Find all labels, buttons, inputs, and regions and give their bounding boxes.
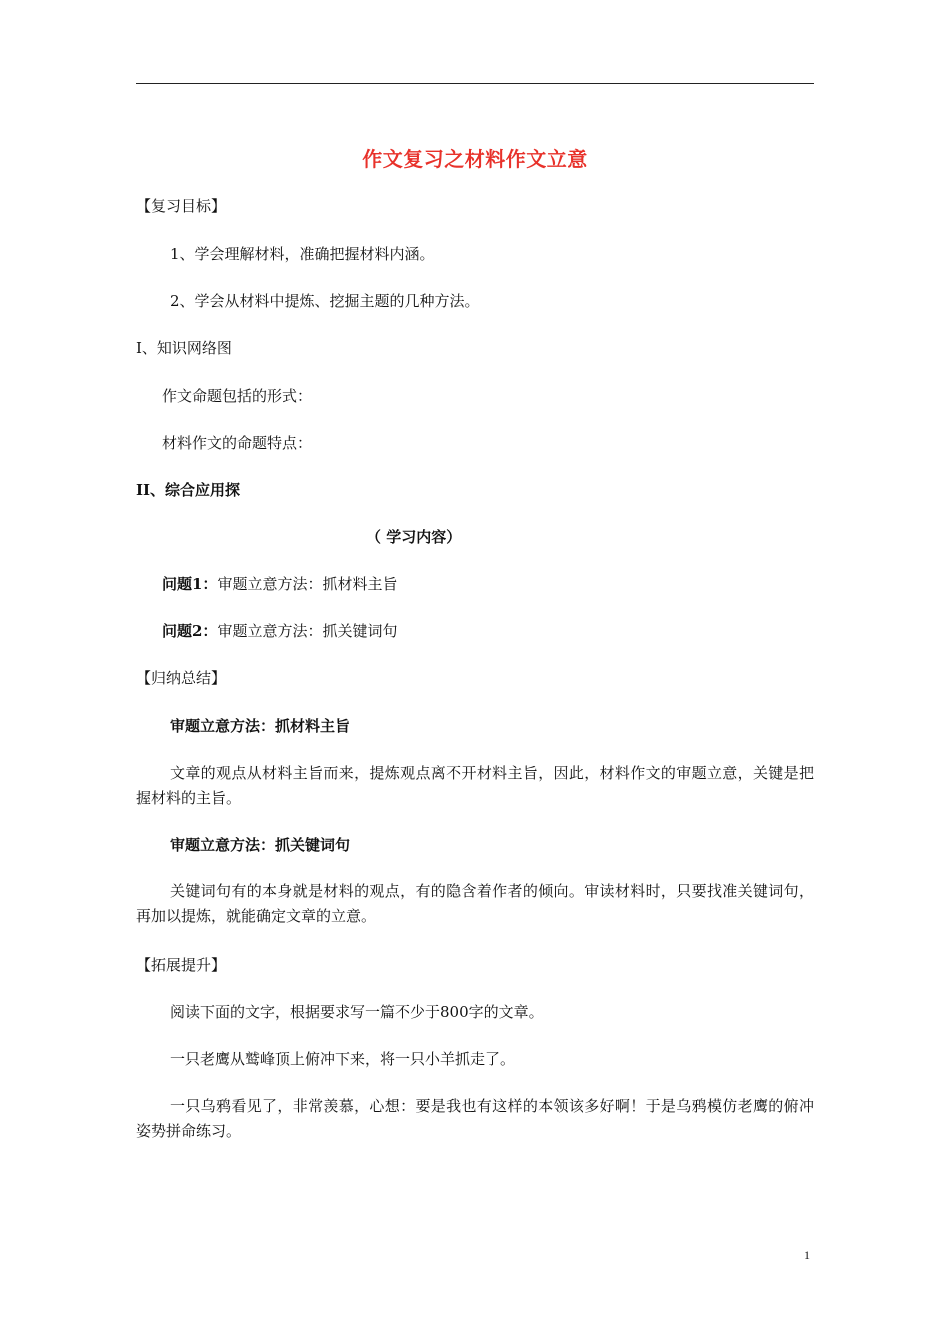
review-goal-item: 2、学会从材料中提炼、挖掘主题的几种方法。 <box>170 292 480 310</box>
section1-heading: I、知识网络图 <box>136 339 232 357</box>
extension-paragraph: 一只乌鸦看见了，非常羡慕，心想：要是我也有这样的本领该多好啊！于是乌鸦模仿老鹰的俯冲姿势拼命练习。 <box>136 1097 814 1140</box>
extension-paragraph: 阅读下面的文字，根据要求写一篇不少于800字的文章。 <box>170 1003 544 1021</box>
summary-block-title: 审题立意方法：抓关键词句 <box>170 836 351 854</box>
question-label: 问题1： <box>162 575 218 593</box>
section1-line: 材料作文的命题特点： <box>162 434 313 452</box>
question-line <box>162 572 397 596</box>
question-label: 问题2： <box>162 622 218 640</box>
header-rule <box>136 83 814 84</box>
extension-heading: 【拓展提升】 <box>136 956 227 974</box>
section2-heading: II、综合应用探 <box>136 481 241 499</box>
summary-block-title: 审题立意方法：抓材料主旨 <box>170 717 351 735</box>
section1-line: 作文命题包括的形式： <box>162 387 313 405</box>
summary-block-body: 关键词句有的本身就是材料的观点，有的隐含着作者的倾向。审读材料时，只要找准关键词句，再加以提炼，就能确定文章的立意。 <box>136 882 814 925</box>
summary-heading: 【归纳总结】 <box>136 669 227 687</box>
summary-block-body: 文章的观点从材料主旨而来，提炼观点离不开材料主旨，因此，材料作文的审题立意，关键是把握材料的主旨。 <box>136 764 814 807</box>
review-goals-heading: 【复习目标】 <box>136 197 227 215</box>
question-line <box>162 619 397 643</box>
review-goal-item: 1、学会理解材料，准确把握材料内涵。 <box>170 245 435 263</box>
question-text: 审题立意方法：抓关键词句 <box>217 622 398 640</box>
section2-subheading: （ 学习内容） <box>366 528 462 546</box>
extension-paragraph: 一只老鹰从鹫峰顶上俯冲下来，将一只小羊抓走了。 <box>170 1050 516 1068</box>
page-number: 1 <box>804 1248 810 1262</box>
document-title: 作文复习之材料作文立意 <box>362 147 588 171</box>
question-text: 审题立意方法：抓材料主旨 <box>217 575 398 593</box>
